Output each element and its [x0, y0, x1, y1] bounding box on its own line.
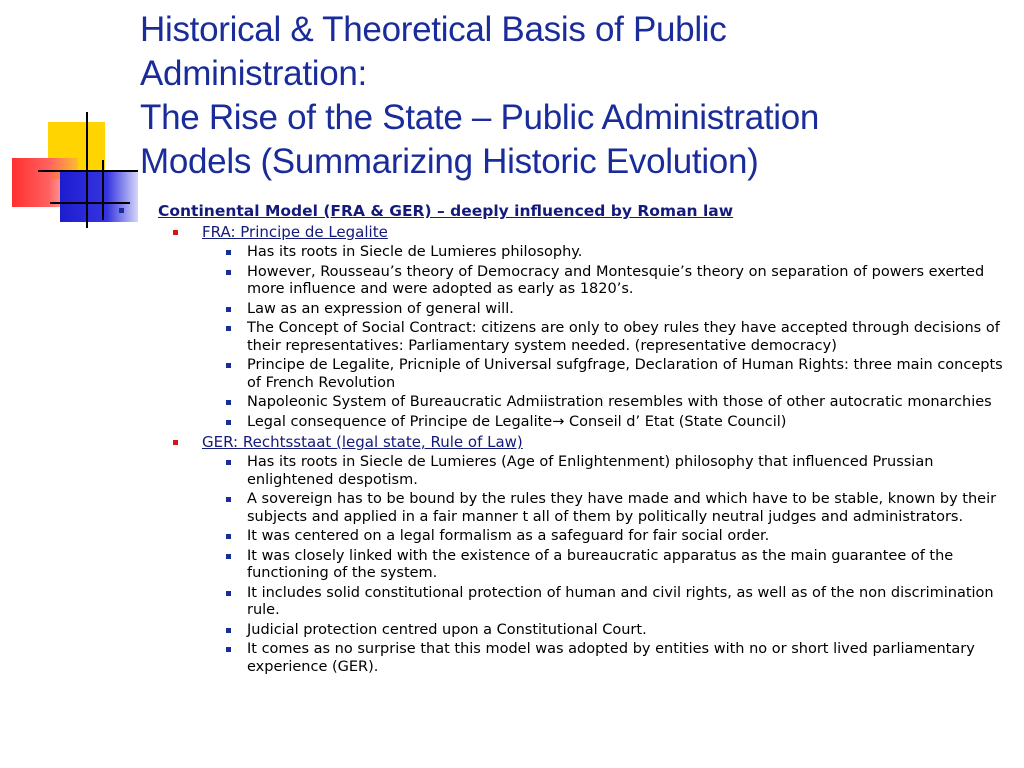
- square-bullet-icon: [226, 628, 231, 633]
- list-item: [202, 301, 1018, 319]
- slide-title: [140, 8, 1010, 184]
- square-bullet-icon: [226, 497, 231, 502]
- list-item-text: A sovereign has to be bound by the rules they have made and which have to be stable, known by their subjects and applied in a fair manner t all of them by politically neutral judges and administrators.: [247, 491, 997, 525]
- list-item: [202, 264, 1018, 299]
- list-item: [202, 585, 1018, 620]
- list-item-text: It was closely linked with the existence of a bureaucratic apparatus as the main guarantee of the functioning of the system.: [247, 547, 954, 581]
- list-item: [202, 622, 1018, 640]
- list-item-text: Has its roots in Siecle de Lumieres (Age of Enlightenment) philosophy that influenced Prussian enlightened despotism.: [247, 454, 934, 488]
- square-bullet-icon: [226, 307, 231, 312]
- list-item: [202, 548, 1018, 583]
- square-bullet-icon: [226, 420, 231, 425]
- list-item: [202, 454, 1018, 489]
- list-item-text: It comes as no surprise that this model was adopted by entities with no or short lived parliamentary experience (GER).: [247, 641, 975, 675]
- square-bullet-icon: [226, 534, 231, 539]
- list-item: [170, 433, 1018, 676]
- logo-vertical-line: [102, 160, 104, 220]
- list-item-text: The Concept of Social Contract: citizens are only to obey rules they have accepted through decisions of their representatives: Parliamentary system needed. (representative democracy): [247, 320, 1000, 354]
- list-item: [202, 357, 1018, 392]
- square-bullet-icon: [226, 460, 231, 465]
- list-item-text: Has its roots in Siecle de Lumieres philosophy.: [247, 244, 583, 260]
- square-bullet-icon: [226, 250, 231, 255]
- list-item-text: Napoleonic System of Bureaucratic Admiistration resembles with those of other autocratic monarchies: [247, 394, 992, 410]
- slide-body: [114, 202, 1018, 676]
- bullet-list-level2: [170, 223, 1018, 676]
- list-item: [170, 223, 1018, 431]
- logo-horizontal-line: [38, 170, 138, 172]
- list-item: [202, 641, 1018, 676]
- square-bullet-icon: [226, 326, 231, 331]
- title-line: Administration:: [140, 54, 367, 93]
- square-bullet-icon: [226, 554, 231, 559]
- list-item: [202, 394, 1018, 412]
- list-item-text: Principe de Legalite, Pricniple of Universal sufgfrage, Declaration of Human Rights: three main concepts of French Revolution: [247, 357, 1003, 391]
- square-bullet-icon: [226, 400, 231, 405]
- list-item-text: Law as an expression of general will.: [247, 300, 514, 317]
- square-bullet-icon: [226, 647, 231, 652]
- bullet-list-level1: [114, 202, 1018, 676]
- bullet-list-level3: [202, 454, 1018, 676]
- square-bullet-icon: [173, 440, 178, 445]
- list-item: [202, 528, 1018, 546]
- subsection-heading-fra: FRA: Principe de Legalite: [202, 223, 388, 241]
- subsection-heading-ger: GER: Rechtsstaat (legal state, Rule of Law): [202, 433, 523, 451]
- square-bullet-icon: [119, 208, 124, 213]
- bullet-list-level3: [202, 244, 1018, 431]
- square-bullet-icon: [173, 230, 178, 235]
- title-line: The Rise of the State – Public Administration: [140, 98, 820, 137]
- title-line: Models (Summarizing Historic Evolution): [140, 142, 759, 181]
- list-item-text: However, Rousseau’s theory of Democracy and Montesquie’s theory on separation of powers exerted more influence and were adopted as early as 1820’s.: [247, 263, 985, 297]
- square-bullet-icon: [226, 363, 231, 368]
- square-bullet-icon: [226, 591, 231, 596]
- square-bullet-icon: [226, 270, 231, 275]
- list-item: [202, 414, 1018, 432]
- list-item-text: Judicial protection centred upon a Constitutional Court.: [247, 621, 647, 638]
- section-heading: Continental Model (FRA & GER) – deeply influenced by Roman law: [158, 202, 734, 220]
- list-item: [202, 320, 1018, 355]
- title-line: Historical & Theoretical Basis of Public: [140, 10, 727, 49]
- list-item: [202, 244, 1018, 262]
- list-item: [202, 491, 1018, 526]
- list-item-text: It includes solid constitutional protection of human and civil rights, as well as of the non discrimination rule.: [247, 584, 994, 618]
- list-item: [114, 202, 1018, 676]
- list-item-text: Legal consequence of Principe de Legalite→ Conseil d’ Etat (State Council): [247, 413, 787, 430]
- list-item-text: It was centered on a legal formalism as a safeguard for fair social order.: [247, 528, 770, 544]
